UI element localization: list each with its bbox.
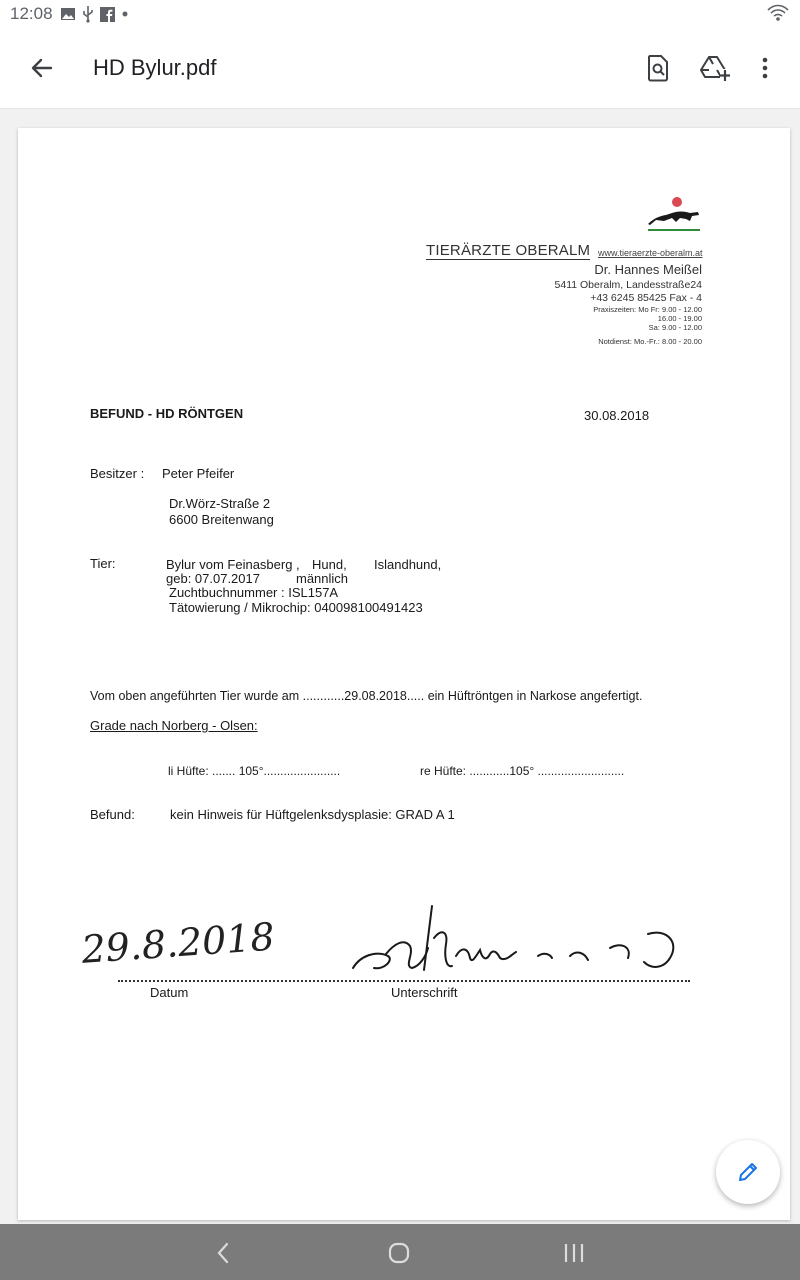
- notification-icons: [60, 5, 129, 23]
- system-navigation-bar: [0, 1224, 800, 1280]
- facebook-notification-icon: [100, 7, 115, 22]
- animal-sex: männlich: [296, 571, 349, 586]
- owner-name: Peter Pfeifer: [162, 466, 235, 481]
- clinic-address: 5411 Oberalm, Landesstraße24: [554, 279, 702, 291]
- edit-button[interactable]: [716, 1140, 780, 1204]
- signature-image: [348, 898, 688, 980]
- signature-line: [118, 980, 690, 982]
- status-time: 12:08: [10, 4, 53, 23]
- more-options-button[interactable]: [747, 50, 783, 86]
- find-in-page-icon: [646, 54, 670, 82]
- finding-text: kein Hinweis für Hüftgelenksdysplasie: GRAD A 1: [170, 807, 455, 822]
- date-caption: Datum: [150, 985, 189, 1000]
- nav-home-icon: [387, 1241, 411, 1265]
- animal-species: Hund,: [312, 557, 347, 572]
- animal-name: Bylur vom Feinasberg ,: [166, 557, 300, 572]
- more-notifications-dot-icon: [121, 10, 129, 18]
- nav-back-icon: [215, 1242, 231, 1264]
- doctor-name: Dr. Hannes Meißel: [594, 262, 702, 277]
- wifi-icon: [766, 3, 790, 23]
- owner-label: Besitzer :: [90, 466, 145, 481]
- report-date: 30.08.2018: [584, 408, 650, 423]
- owner-street: Dr.Wörz-Straße 2: [169, 496, 271, 511]
- back-arrow-icon: [24, 50, 60, 86]
- examination-sentence: Vom oben angeführten Tier wurde am ............29.08.2018..... ein Hüftröntgen in Narkose angefertigt.: [90, 689, 643, 703]
- office-hours-weekday-morning: Praxiszeiten: Mo Fr: 9.00 - 12.00: [593, 305, 702, 314]
- file-title: HD Bylur.pdf: [93, 55, 217, 80]
- nav-recents-icon: [563, 1242, 585, 1264]
- nav-home-button[interactable]: [384, 1238, 414, 1268]
- left-hip-grade: li Hüfte: ....... 105°.......................: [168, 764, 341, 778]
- clinic-logo: [646, 196, 702, 236]
- animal-birth-date: geb: 07.07.2017: [166, 571, 260, 586]
- usb-notification-icon: [82, 5, 94, 23]
- report-heading: BEFUND - HD RÖNTGEN: [90, 406, 244, 421]
- finding-label: Befund:: [90, 807, 135, 822]
- add-to-drive-icon: [700, 54, 730, 82]
- search-document-button[interactable]: [640, 50, 676, 86]
- animal-studbook-number: Zuchtbuchnummer : ISL157A: [169, 585, 339, 600]
- animal-breed: Islandhund,: [374, 557, 442, 572]
- grade-heading: Grade nach Norberg - Olsen:: [90, 718, 258, 733]
- status-bar: [0, 0, 800, 28]
- animal-label: Tier:: [90, 556, 116, 571]
- clinic-website: www.tieraerzte-oberalm.at: [598, 248, 703, 258]
- owner-city: 6600 Breitenwang: [169, 512, 274, 527]
- office-hours-saturday: Sa: 9.00 - 12.00: [648, 323, 702, 332]
- right-hip-grade: re Hüfte: ............105° ..........................: [420, 764, 625, 778]
- pdf-page[interactable]: [18, 128, 790, 1220]
- nav-recents-button[interactable]: [559, 1238, 589, 1268]
- clinic-phone: +43 6245 85425 Fax - 4: [590, 292, 702, 304]
- signature-caption: Unterschrift: [391, 985, 458, 1000]
- gallery-notification-icon: [60, 6, 76, 22]
- more-vert-icon: [761, 56, 769, 80]
- office-hours-weekday-afternoon: 16.00 - 19.00: [657, 314, 702, 323]
- emergency-hours: Notdienst: Mo.-Fr.: 8.00 - 20.00: [598, 337, 702, 346]
- back-button[interactable]: [24, 50, 60, 86]
- animal-microchip: Tätowierung / Mikrochip: 040098100491423: [169, 600, 423, 615]
- app-bar: [0, 28, 800, 109]
- clinic-name: TIERÄRZTE OBERALM: [426, 242, 591, 259]
- pencil-icon: [736, 1160, 760, 1184]
- nav-back-button[interactable]: [208, 1238, 238, 1268]
- add-to-drive-button[interactable]: [697, 50, 733, 86]
- handwritten-date: 29.8.2018: [80, 914, 277, 972]
